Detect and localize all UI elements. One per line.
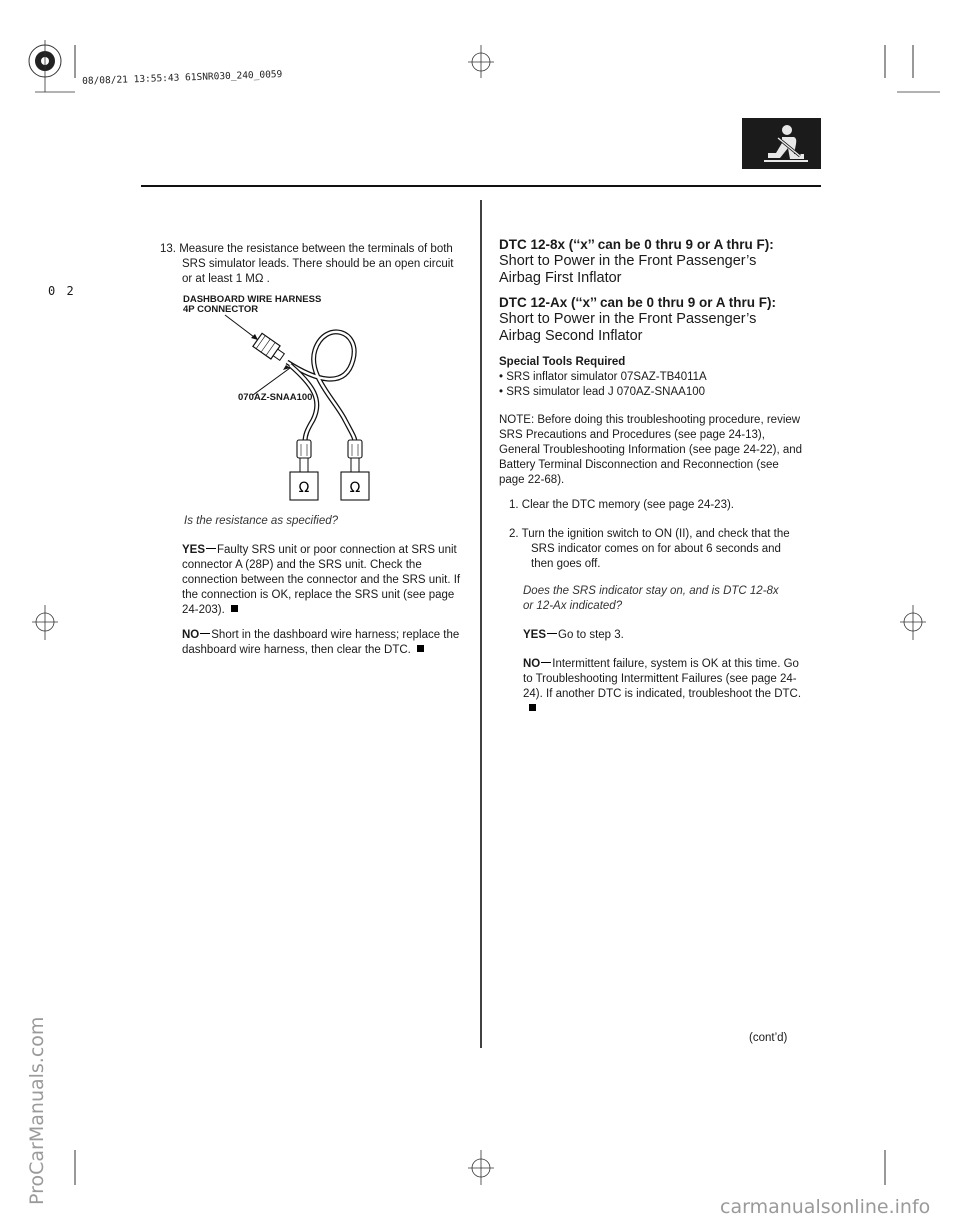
registration-crosshair-right — [900, 605, 926, 640]
side-watermark: ProCarManuals.com — [26, 1016, 48, 1205]
registration-crosshair-bottom — [468, 1150, 494, 1185]
registration-crosshair-left — [32, 605, 58, 640]
ohm-symbol-right: Ω — [349, 480, 361, 496]
right-yes-label: YES — [523, 629, 547, 641]
right-yes-text: Go to step 3. — [558, 629, 624, 641]
footer-watermark: carmanualsonline.info — [720, 1196, 931, 1218]
step-13 — [160, 242, 465, 287]
step-2-text: Turn the ignition switch to ON (II), and check that the SRS indicator comes on for about 6 seconds and then goes off. — [521, 528, 790, 570]
dtc-12-ax-section — [499, 295, 819, 345]
special-tools — [499, 355, 809, 400]
continued-marker: (cont’d) — [749, 1032, 788, 1044]
left-yes-text: Faulty SRS unit or poor connection at SRS unit connector A (28P) and the SRS unit. Check the connection between the connector and the SRS unit. If the connection is OK, replace the SRS unit (see page 24-203). — [182, 544, 461, 616]
dtc-12-ax-desc-line1: Short to Power in the Front Passenger’s — [499, 311, 757, 327]
dtc-12-8x-section — [499, 237, 819, 287]
registration-target-top-left — [29, 40, 61, 92]
special-tool-item: • SRS inflator simulator 07SAZ-TB4011A — [499, 371, 707, 383]
left-yes-label: YES — [182, 544, 206, 556]
right-no-text: Intermittent failure, system is OK at this time. Go to Troubleshooting Intermittent Failures (see page 24-24). If another DTC is indicated, troubleshoot the DTC. — [523, 658, 802, 700]
clip-left — [297, 440, 311, 472]
right-no-label: NO — [523, 658, 541, 670]
dtc-12-ax-code: DTC 12-Ax (‘‘x’’ can be 0 thru 9 or A thru F): — [499, 295, 777, 310]
clip-right — [348, 440, 362, 472]
right-question — [523, 584, 813, 614]
special-tool-item: • SRS simulator lead J 070AZ-SNAA100 — [499, 386, 706, 398]
simulator-lead-illustration — [195, 310, 395, 510]
step-1 — [509, 498, 809, 513]
step-1-number: 1. — [509, 499, 519, 511]
seatbelt-airbag-icon — [742, 118, 821, 169]
dtc-12-8x-desc-line1: Short to Power in the Front Passenger’s — [499, 253, 757, 269]
right-yes-block — [523, 628, 808, 643]
figure-label-connector-line1: DASHBOARD WIRE HARNESS — [183, 294, 322, 305]
end-square-icon — [529, 704, 536, 711]
leader-line-lead — [253, 368, 290, 395]
step-13-text: Measure the resistance between the terminals of both SRS simulator leads. There should be an open circuit or at least 1 MΩ . — [179, 243, 454, 285]
left-no-label: NO — [182, 629, 200, 641]
dtc-12-ax-desc-line2: Airbag Second Inflator — [499, 328, 643, 344]
right-question-line2: or 12-Ax indicated? — [523, 600, 623, 612]
right-question-line1: Does the SRS indicator stay on, and is DTC 12-8x — [523, 585, 779, 597]
left-yes-block — [182, 543, 467, 618]
print-timestamp: 08/08/21 13:55:43 61SNR030_240_0059 — [82, 69, 283, 87]
note-paragraph: NOTE: Before doing this troubleshooting procedure, review SRS Precautions and Procedures (see page 24-13), General Troubleshooting Information (see page 24-22), and Battery Terminal Disconnection and Reconnection (see page 22-68). — [499, 414, 803, 486]
connector-4p — [253, 333, 287, 363]
registration-crosshair-top — [468, 45, 494, 78]
right-no-block — [523, 657, 808, 717]
left-question: Is the resistance as specified? — [184, 515, 339, 527]
step-2-number: 2. — [509, 528, 519, 540]
end-square-icon — [417, 645, 424, 652]
left-no-text: Short in the dashboard wire harness; replace the dashboard wire harness, then clear the DTC. — [182, 629, 460, 656]
step-2 — [509, 527, 804, 572]
figure-label-lead: 070AZ-SNAA100 — [238, 392, 313, 403]
step-1-text: Clear the DTC memory (see page 24-23). — [521, 499, 734, 511]
ohm-symbol-left: Ω — [298, 480, 310, 496]
step-13-number: 13. — [160, 243, 176, 255]
dtc-12-8x-code: DTC 12-8x (‘‘x’’ can be 0 thru 9 or A thru F): — [499, 237, 774, 252]
figure-label-connector-line2: 4P CONNECTOR — [183, 304, 259, 315]
left-no-block — [182, 628, 467, 658]
special-tools-heading: Special Tools Required — [499, 356, 626, 368]
side-number: 0 2 — [48, 284, 76, 298]
end-square-icon — [231, 605, 238, 612]
dtc-12-8x-desc-line2: Airbag First Inflator — [499, 270, 622, 286]
